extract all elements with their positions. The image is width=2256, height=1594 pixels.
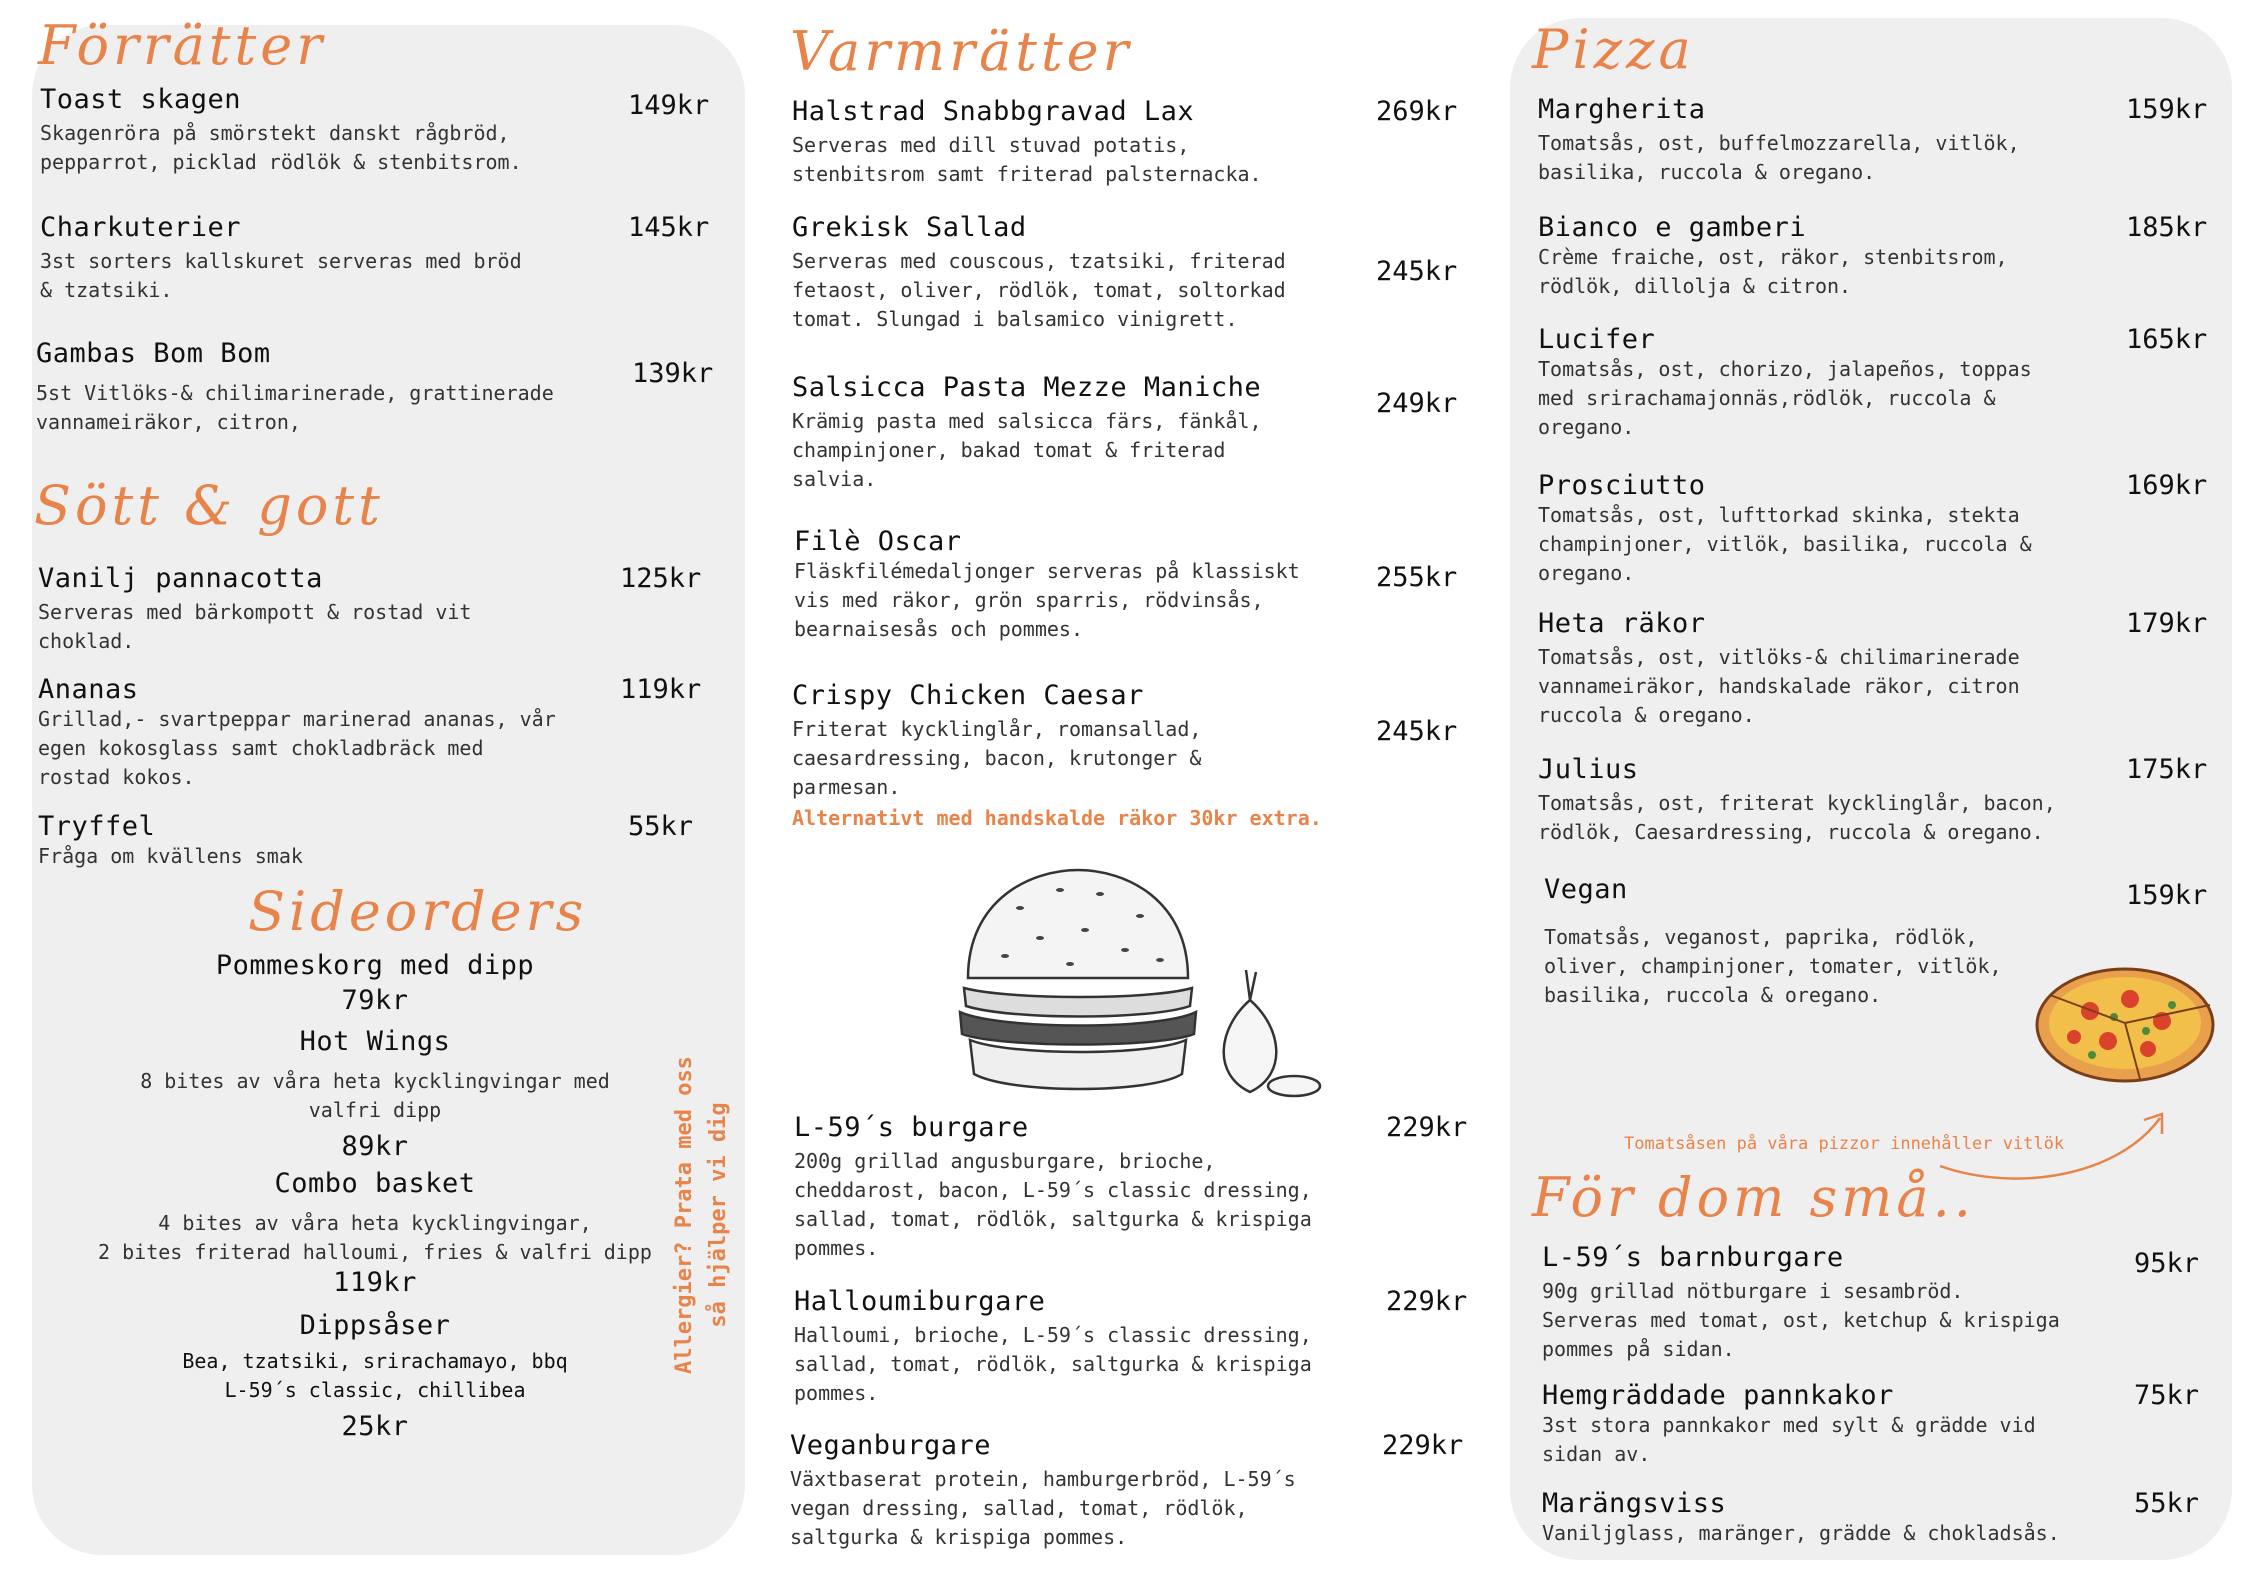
- item-price: 255kr: [1376, 562, 1458, 593]
- section-heading-varmratter: Varmrätter: [790, 20, 1133, 83]
- item-name: Halloumiburgare: [794, 1286, 1046, 1317]
- item-name: Salsicca Pasta Mezze Maniche: [792, 372, 1262, 403]
- item-price: 245kr: [1376, 256, 1458, 287]
- item-price: 79kr: [341, 985, 409, 1016]
- item-name: Grekisk Sallad: [792, 212, 1027, 243]
- menu-item: [1544, 874, 2002, 1010]
- bun-bottom: [970, 1040, 1186, 1089]
- menu-item: [794, 1286, 1312, 1408]
- menu-item: [794, 1112, 1312, 1263]
- menu-item: [36, 338, 554, 437]
- item-price: 25kr: [341, 1411, 409, 1442]
- item-price: 145kr: [628, 212, 710, 243]
- item-price: 159kr: [2126, 94, 2208, 125]
- item-name: Veganburgare: [790, 1430, 992, 1461]
- item-price: 179kr: [2126, 608, 2208, 639]
- menu-item: [38, 674, 556, 792]
- item-price: 149kr: [628, 90, 710, 121]
- item-name: L-59´s burgare: [794, 1112, 1029, 1143]
- item-name: Vanilj pannacotta: [38, 563, 323, 594]
- menu-item: [1538, 754, 2056, 847]
- item-price: 185kr: [2126, 212, 2208, 243]
- item-price: 139kr: [632, 358, 714, 389]
- item-desc: Bea, tzatsiki, srirachamayo, bbq L-59´s classic, chillibea: [182, 1349, 568, 1402]
- item-price: 249kr: [1376, 388, 1458, 419]
- item-name: Prosciutto: [1538, 470, 1706, 501]
- item-price: 89kr: [341, 1131, 409, 1162]
- item-desc: Vaniljglass, maränger, grädde & chokladsås.: [1542, 1521, 2060, 1545]
- item-name: Bianco e gamberi: [1538, 212, 1807, 243]
- item-desc: Tomatsås, ost, buffelmozzarella, vitlök, basilika, ruccola & oregano.: [1538, 131, 2020, 184]
- item-name: Hot Wings: [299, 1026, 451, 1057]
- item-price: 229kr: [1386, 1286, 1468, 1317]
- section-heading-pizza: Pizza: [1532, 18, 1695, 81]
- item-name: Vegan: [1544, 874, 1628, 905]
- item-price: 55kr: [2134, 1488, 2200, 1519]
- item-desc: Friterat kycklinglår, romansallad, caesardressing, bacon, krutonger & parmesan.: [792, 717, 1202, 799]
- item-name: Toast skagen: [40, 84, 242, 115]
- sideorder-item: [80, 1026, 670, 1162]
- sideorder-item: [80, 950, 670, 1016]
- item-desc: Tomatsås, ost, chorizo, jalapeños, toppas med srirachamajonnäs,rödlök, ruccola & oregano.: [1538, 357, 2032, 439]
- item-desc: Växtbaserat protein, hamburgerbröd, L-59´s vegan dressing, sallad, tomat, rödlök, saltgurka & krispiga pommes.: [790, 1467, 1296, 1549]
- item-desc: Serveras med dill stuvad potatis, stenbitsrom samt friterad palsternacka.: [792, 133, 1262, 186]
- section-heading-sott: Sött & gott: [34, 474, 384, 537]
- item-desc: 3st sorters kallskuret serveras med bröd & tzatsiki.: [40, 249, 522, 302]
- item-desc: Serveras med couscous, tzatsiki, friterad fetaost, oliver, rödlök, tomat, soltorkad tomat. Slungad i balsamico vinigrett.: [792, 249, 1286, 331]
- menu-item: [792, 372, 1262, 494]
- item-name: Heta räkor: [1538, 608, 1706, 639]
- menu-item: [792, 96, 1262, 189]
- item-price: 165kr: [2126, 324, 2208, 355]
- bun-top: [968, 870, 1188, 978]
- item-desc: Tomatsås, veganost, paprika, rödlök, oliver, champinjoner, tomater, vitlök, basilika, ruccola & oregano.: [1544, 925, 2002, 1007]
- item-desc: Fläskfilémedaljonger serveras på klassiskt vis med räkor, grön sparris, rödvinsås, bearnaisesås och pommes.: [794, 559, 1300, 641]
- menu-item: [792, 680, 1322, 830]
- item-desc: 3st stora pannkakor med sylt & grädde vid sidan av.: [1542, 1413, 2036, 1466]
- menu-item: [792, 212, 1286, 334]
- item-name: Margherita: [1538, 94, 1706, 125]
- item-desc: Halloumi, brioche, L-59´s classic dressing, sallad, tomat, rödlök, saltgurka & krispiga pommes.: [794, 1323, 1312, 1405]
- item-price: 125kr: [620, 563, 702, 594]
- item-name: Dippsåser: [299, 1310, 451, 1341]
- item-desc: Crème fraiche, ost, räkor, stenbitsrom, rödlök, dillolja & citron.: [1538, 245, 2008, 298]
- item-price: 245kr: [1376, 716, 1458, 747]
- item-name: Filè Oscar: [794, 526, 962, 557]
- item-name: Halstrad Snabbgravad Lax: [792, 96, 1195, 127]
- item-desc: Krämig pasta med salsicca färs, fänkål, champinjoner, bakad tomat & friterad salvia.: [792, 409, 1262, 491]
- item-price: 95kr: [2134, 1248, 2200, 1279]
- item-price: 75kr: [2134, 1380, 2200, 1411]
- section-heading-sideorders: Sideorders: [248, 880, 588, 943]
- item-price: 229kr: [1386, 1112, 1468, 1143]
- item-desc: Tomatsås, ost, vitlöks-& chilimarinerade vannameiräkor, handskalade räkor, citron ruccola & oregano.: [1538, 645, 2020, 727]
- menu-item: [1542, 1380, 2036, 1469]
- menu-item: [794, 526, 1300, 644]
- menu-item: [1538, 212, 2008, 301]
- item-name: Pommeskorg med dipp: [215, 950, 535, 981]
- menu-item: [1542, 1488, 2060, 1548]
- item-name: Charkuterier: [40, 212, 242, 243]
- menu-item: [1538, 470, 2032, 588]
- burger-illustration: [950, 860, 1330, 1100]
- menu-item: [1538, 324, 2032, 442]
- item-desc: Tomatsås, ost, lufttorkad skinka, stekta champinjoner, vitlök, basilika, ruccola & oregano.: [1538, 503, 2032, 585]
- item-desc: 200g grillad angusburgare, brioche, cheddarost, bacon, L-59´s classic dressing, sallad, tomat, rödlök, saltgurka & krispiga pommes.: [794, 1149, 1312, 1260]
- item-desc: Fråga om kvällens smak: [38, 844, 303, 868]
- item-name: L-59´s barnburgare: [1542, 1242, 1844, 1273]
- allergy-note: Allergier? Prata med oss så hjälper vi dig: [672, 1056, 731, 1374]
- menu-item: [1538, 94, 2020, 187]
- garlic: [1224, 1000, 1277, 1092]
- item-price: 55kr: [628, 811, 694, 842]
- menu-item: [38, 563, 471, 656]
- item-price: 159kr: [2126, 880, 2208, 911]
- item-name: Julius: [1538, 754, 1639, 785]
- item-name: Lucifer: [1538, 324, 1656, 355]
- sideorder-item: [80, 1310, 670, 1442]
- item-name: Crispy Chicken Caesar: [792, 680, 1144, 711]
- pizza-illustration: [2030, 955, 2220, 1085]
- menu-item: [790, 1430, 1296, 1552]
- item-price: 229kr: [1382, 1430, 1464, 1461]
- garlic-note: Tomatsåsen på våra pizzor innehåller vitlök: [1624, 1134, 2065, 1154]
- item-desc: Serveras med bärkompott & rostad vit choklad.: [38, 600, 472, 653]
- item-desc: Skagenröra på smörstekt danskt rågbröd, pepparrot, picklad rödlök & stenbitsrom.: [40, 121, 522, 174]
- item-price: 119kr: [620, 674, 702, 705]
- item-desc: Tomatsås, ost, friterat kycklinglår, bacon, rödlök, Caesardressing, ruccola & oregano.: [1538, 791, 2056, 844]
- sideorder-item: [80, 1168, 670, 1298]
- section-heading-forratter: Förrätter: [38, 14, 327, 77]
- item-name: Marängsviss: [1542, 1488, 1727, 1519]
- item-desc: 90g grillad nötburgare i sesambröd. Serveras med tomat, ost, ketchup & krispiga pommes på sidan.: [1542, 1279, 2060, 1361]
- item-desc: Grillad,- svartpeppar marinerad ananas, vår egen kokosglass samt chokladbräck med rostad kokos.: [38, 707, 556, 789]
- item-name: Combo basket: [274, 1168, 476, 1199]
- item-price: 269kr: [1376, 96, 1458, 127]
- item-price: 119kr: [333, 1267, 417, 1298]
- menu-item: [38, 811, 303, 871]
- item-name: Gambas Bom Bom: [36, 338, 271, 369]
- menu-item: [1538, 608, 2020, 730]
- item-desc: 5st Vitlöks-& chilimarinerade, grattinerade vannameiräkor, citron,: [36, 381, 554, 434]
- menu-item: [40, 212, 522, 305]
- item-name: Tryffel: [38, 811, 156, 842]
- menu-item: [1542, 1242, 2060, 1364]
- item-desc: 8 bites av våra heta kycklingvingar med valfri dipp: [140, 1069, 610, 1122]
- caesar-extra-note: Alternativt med handskalde räkor 30kr extra.: [792, 806, 1322, 830]
- menu-item: [40, 84, 522, 177]
- item-price: 175kr: [2126, 754, 2208, 785]
- item-name: Ananas: [38, 674, 139, 705]
- item-name: Hemgräddade pannkakor: [1542, 1380, 1894, 1411]
- section-heading-kids: För dom små..: [1532, 1166, 1975, 1229]
- item-desc: 4 bites av våra heta kycklingvingar, 2 bites friterad halloumi, fries & valfri dipp: [98, 1211, 652, 1264]
- item-price: 169kr: [2126, 470, 2208, 501]
